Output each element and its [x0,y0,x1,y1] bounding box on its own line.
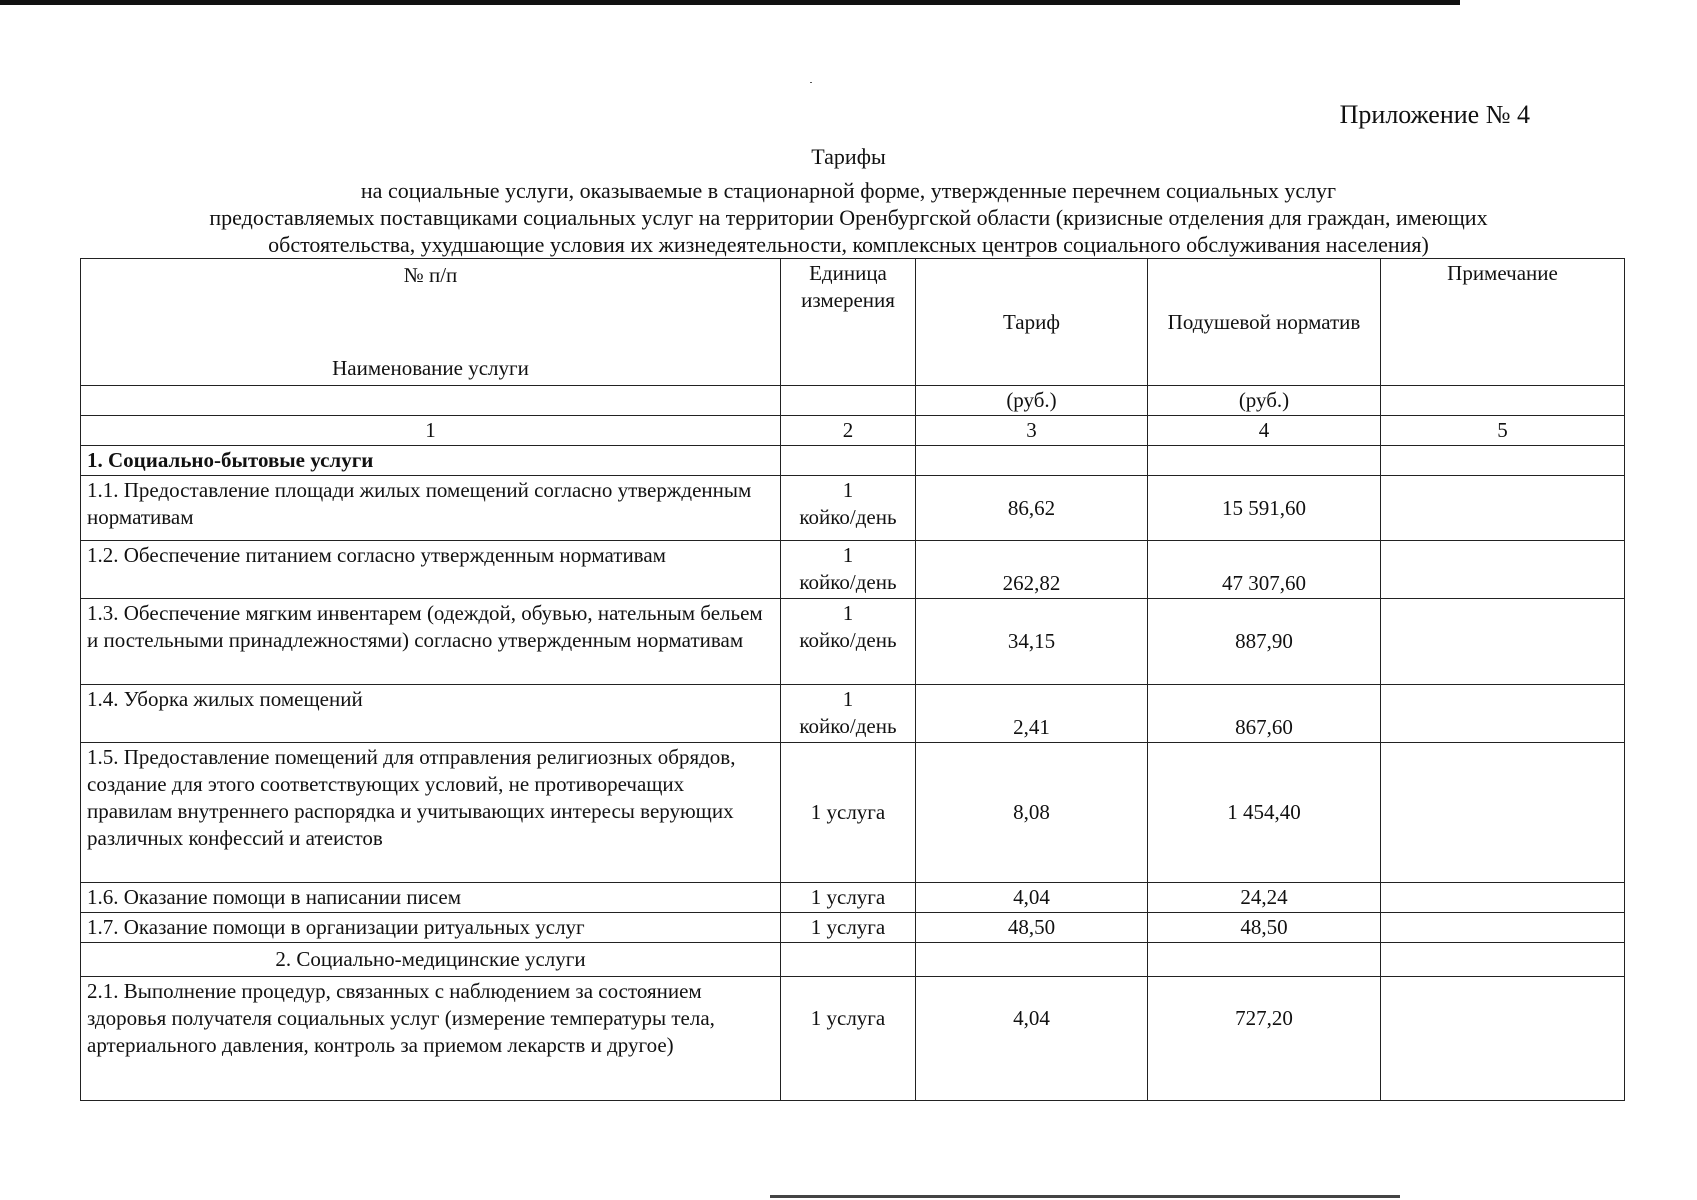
table-row [81,685,1625,743]
units-cell-empty [781,386,916,416]
service-name: 1.7. Оказание помощи в организации ритуальных услуг [81,913,781,943]
tariff-value: 86,62 [916,476,1148,541]
note-value [1381,541,1625,599]
norm-value: 48,50 [1148,913,1381,943]
section-row [81,943,1625,977]
unit-value: 1 услуга [781,883,916,913]
unit-label: койко/день [799,714,897,738]
tariff-value: 48,50 [916,913,1148,943]
document-title: Тарифы [811,144,886,169]
table-row [81,599,1625,685]
units-norm: (руб.) [1148,386,1381,416]
units-tariff: (руб.) [916,386,1148,416]
document-subtitle-line2: предоставляемых поставщиками социальных услуг на территории Оренбургской области (кризисные отделения для граждан, имеющих [209,205,1488,230]
note-value [1381,743,1625,883]
service-name: 1.6. Оказание помощи в написании писем [81,883,781,913]
unit-cell [781,685,916,743]
unit-value: 1 услуга [781,913,916,943]
tariff-value: 262,82 [916,541,1148,599]
table-row [81,743,1625,883]
document-subtitle-line3: обстоятельства, ухудшающие условия их жизнедеятельности, комплексных центров социального обслуживания населения) [268,232,1429,257]
norm-value: 887,90 [1148,599,1381,685]
units-row [81,386,1625,416]
section-row [81,446,1625,476]
table-row [81,883,1625,913]
norm-value: 15 591,60 [1148,476,1381,541]
bottom-scan-edge [770,1195,1400,1198]
section-title: 1. Социально-бытовые услуги [81,446,781,476]
unit-cell [781,599,916,685]
scan-speck [810,82,812,83]
table-row [81,476,1625,541]
service-name: 2.1. Выполнение процедур, связанных с наблюдением за состоянием здоровья получателя социальных услуг (измерение температуры тела, артериального давления, контроль за приемом лекарств и другое) [81,977,781,1101]
unit-label: койко/день [799,570,897,594]
header-num: № п/п [403,263,458,287]
unit-label: койко/день [799,628,897,652]
note-value [1381,599,1625,685]
index-cell: 2 [781,416,916,446]
service-name: 1.4. Уборка жилых помещений [81,685,781,743]
unit-qty: 1 [842,601,854,625]
header-num-name-cell [81,259,781,386]
header-note: Примечание [1381,259,1625,386]
service-name: 1.2. Обеспечение питанием согласно утвержденным нормативам [81,541,781,599]
norm-value: 1 454,40 [1148,743,1381,883]
empty-cell [1148,446,1381,476]
appendix-label: Приложение № 4 [1339,100,1530,129]
unit-qty: 1 [842,478,854,502]
index-cell: 3 [916,416,1148,446]
unit-label: койко/день [799,505,897,529]
header-row [81,259,1625,386]
unit-value: 1 услуга [781,977,916,1101]
section-title: 2. Социально-медицинские услуги [81,943,781,977]
note-value [1381,685,1625,743]
unit-cell [781,476,916,541]
tariff-value: 34,15 [916,599,1148,685]
header-name: Наименование услуги [332,356,529,380]
empty-cell [781,446,916,476]
empty-cell [916,446,1148,476]
units-cell-empty [1381,386,1625,416]
service-name: 1.1. Предоставление площади жилых помещений согласно утвержденным нормативам [81,476,781,541]
header-norm: Подушевой норматив [1148,259,1381,386]
empty-cell [1381,446,1625,476]
top-border-line [0,0,1460,5]
note-value [1381,913,1625,943]
unit-qty: 1 [842,687,854,711]
tariff-value: 4,04 [916,883,1148,913]
norm-value: 867,60 [1148,685,1381,743]
index-row [81,416,1625,446]
note-value [1381,977,1625,1101]
service-name: 1.5. Предоставление помещений для отправления религиозных обрядов, создание для этого соответствующих условий, не противоречащих правилам внутреннего распорядка и учитывающих интересы верующих различных конфессий и атеистов [81,743,781,883]
units-cell-empty [81,386,781,416]
note-value [1381,476,1625,541]
service-name: 1.3. Обеспечение мягким инвентарем (одеждой, обувью, нательным бельем и постельными принадлежностями) согласно утвержденным нормативам [81,599,781,685]
norm-value: 47 307,60 [1148,541,1381,599]
document-subtitle-line1: на социальные услуги, оказываемые в стационарной форме, утвержденные перечнем социальных услуг [360,178,1337,203]
index-cell: 4 [1148,416,1381,446]
empty-cell [916,943,1148,977]
header-tariff: Тариф [916,259,1148,386]
empty-cell [1381,943,1625,977]
unit-value: 1 услуга [781,743,916,883]
norm-value: 727,20 [1148,977,1381,1101]
empty-cell [781,943,916,977]
index-cell: 1 [81,416,781,446]
tariff-value: 4,04 [916,977,1148,1101]
tariffs-table [80,258,1625,1101]
table-row [81,541,1625,599]
note-value [1381,883,1625,913]
unit-qty: 1 [842,543,854,567]
header-unit: Единица измерения [781,259,916,386]
table-row [81,913,1625,943]
index-cell: 5 [1381,416,1625,446]
tariff-value: 2,41 [916,685,1148,743]
tariff-value: 8,08 [916,743,1148,883]
unit-cell [781,541,916,599]
table-row [81,977,1625,1101]
empty-cell [1148,943,1381,977]
norm-value: 24,24 [1148,883,1381,913]
